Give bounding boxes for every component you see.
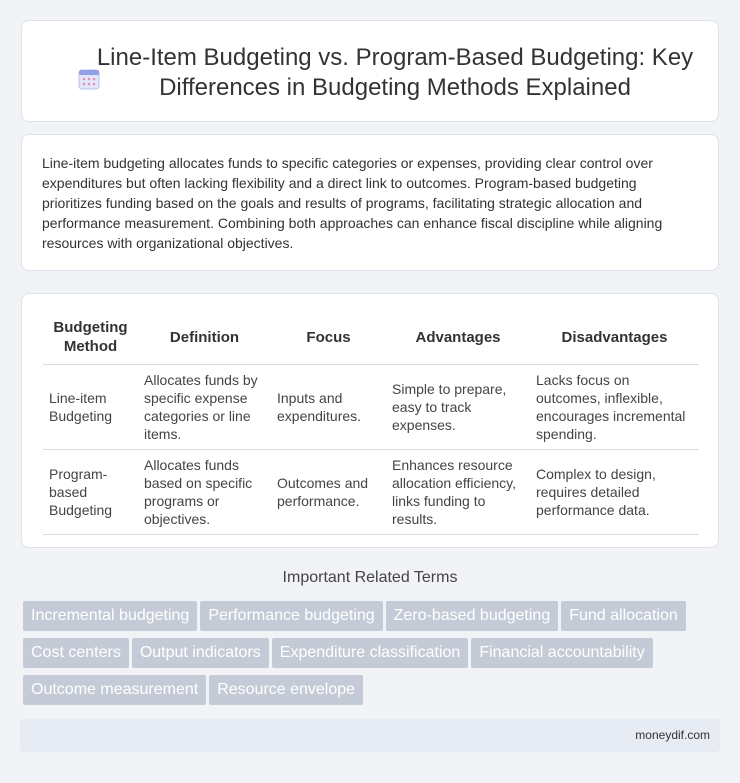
page-title: Line-Item Budgeting vs. Program-Based Budgeting: Key Differences in Budgeting Methods Explained (96, 44, 694, 101)
related-term-tag[interactable]: Output indicators (132, 638, 269, 668)
related-terms-list (23, 601, 713, 712)
title-card (21, 20, 719, 122)
table-cell: Lacks focus on outcomes, inflexible, encourages incremental spending. (530, 365, 699, 450)
table-cell: Simple to prepare, easy to track expenses. (386, 365, 530, 450)
table-cell: Complex to design, requires detailed performance data. (530, 450, 699, 535)
related-terms-title: Important Related Terms (282, 569, 458, 586)
column-header: Definition (138, 310, 271, 365)
footer (20, 719, 720, 752)
table-row (43, 450, 699, 535)
table-cell: Outcomes and performance. (271, 450, 386, 535)
table-row (43, 365, 699, 450)
related-term-tag[interactable]: Performance budgeting (200, 601, 382, 631)
summary-card (21, 134, 719, 271)
related-term-tag[interactable]: Expenditure classification (272, 638, 469, 668)
related-term-tag[interactable]: Incremental budgeting (23, 601, 197, 631)
related-term-tag[interactable]: Fund allocation (561, 601, 686, 631)
table-cell: Inputs and expenditures. (271, 365, 386, 450)
column-header: Focus (271, 310, 386, 365)
related-term-tag[interactable]: Cost centers (23, 638, 129, 668)
column-header: Advantages (386, 310, 530, 365)
table-header-row (43, 310, 699, 365)
table-cell: Enhances resource allocation efficiency, links funding to results. (386, 450, 530, 535)
related-term-tag[interactable]: Zero-based budgeting (386, 601, 559, 631)
comparison-table-card (21, 293, 719, 548)
table-cell: Program-based Budgeting (43, 450, 138, 535)
table-cell: Allocates funds by specific expense categories or line items. (138, 365, 271, 450)
related-term-tag[interactable]: Resource envelope (209, 675, 363, 705)
site-name[interactable]: moneydif.com (635, 728, 710, 742)
comparison-table (43, 310, 699, 535)
column-header: Disadvantages (530, 310, 699, 365)
summary-text: Line-item budgeting allocates funds to specific categories or expenses, providing clear control over expenditures but often lacking flexibility and a direct link to outcomes. Program-based budgeting prioritizes funding based on the goals and results of programs, facilitating strategic allocation and performance measurement. Combining both approaches can enhance fiscal discipline while aligning resources with organizational objectives. (42, 155, 663, 251)
table-cell: Allocates funds based on specific programs or objectives. (138, 450, 271, 535)
related-term-tag[interactable]: Financial accountability (471, 638, 652, 668)
table-cell: Line-item Budgeting (43, 365, 138, 450)
related-term-tag[interactable]: Outcome measurement (23, 675, 206, 705)
column-header: Budgeting Method (43, 310, 138, 365)
